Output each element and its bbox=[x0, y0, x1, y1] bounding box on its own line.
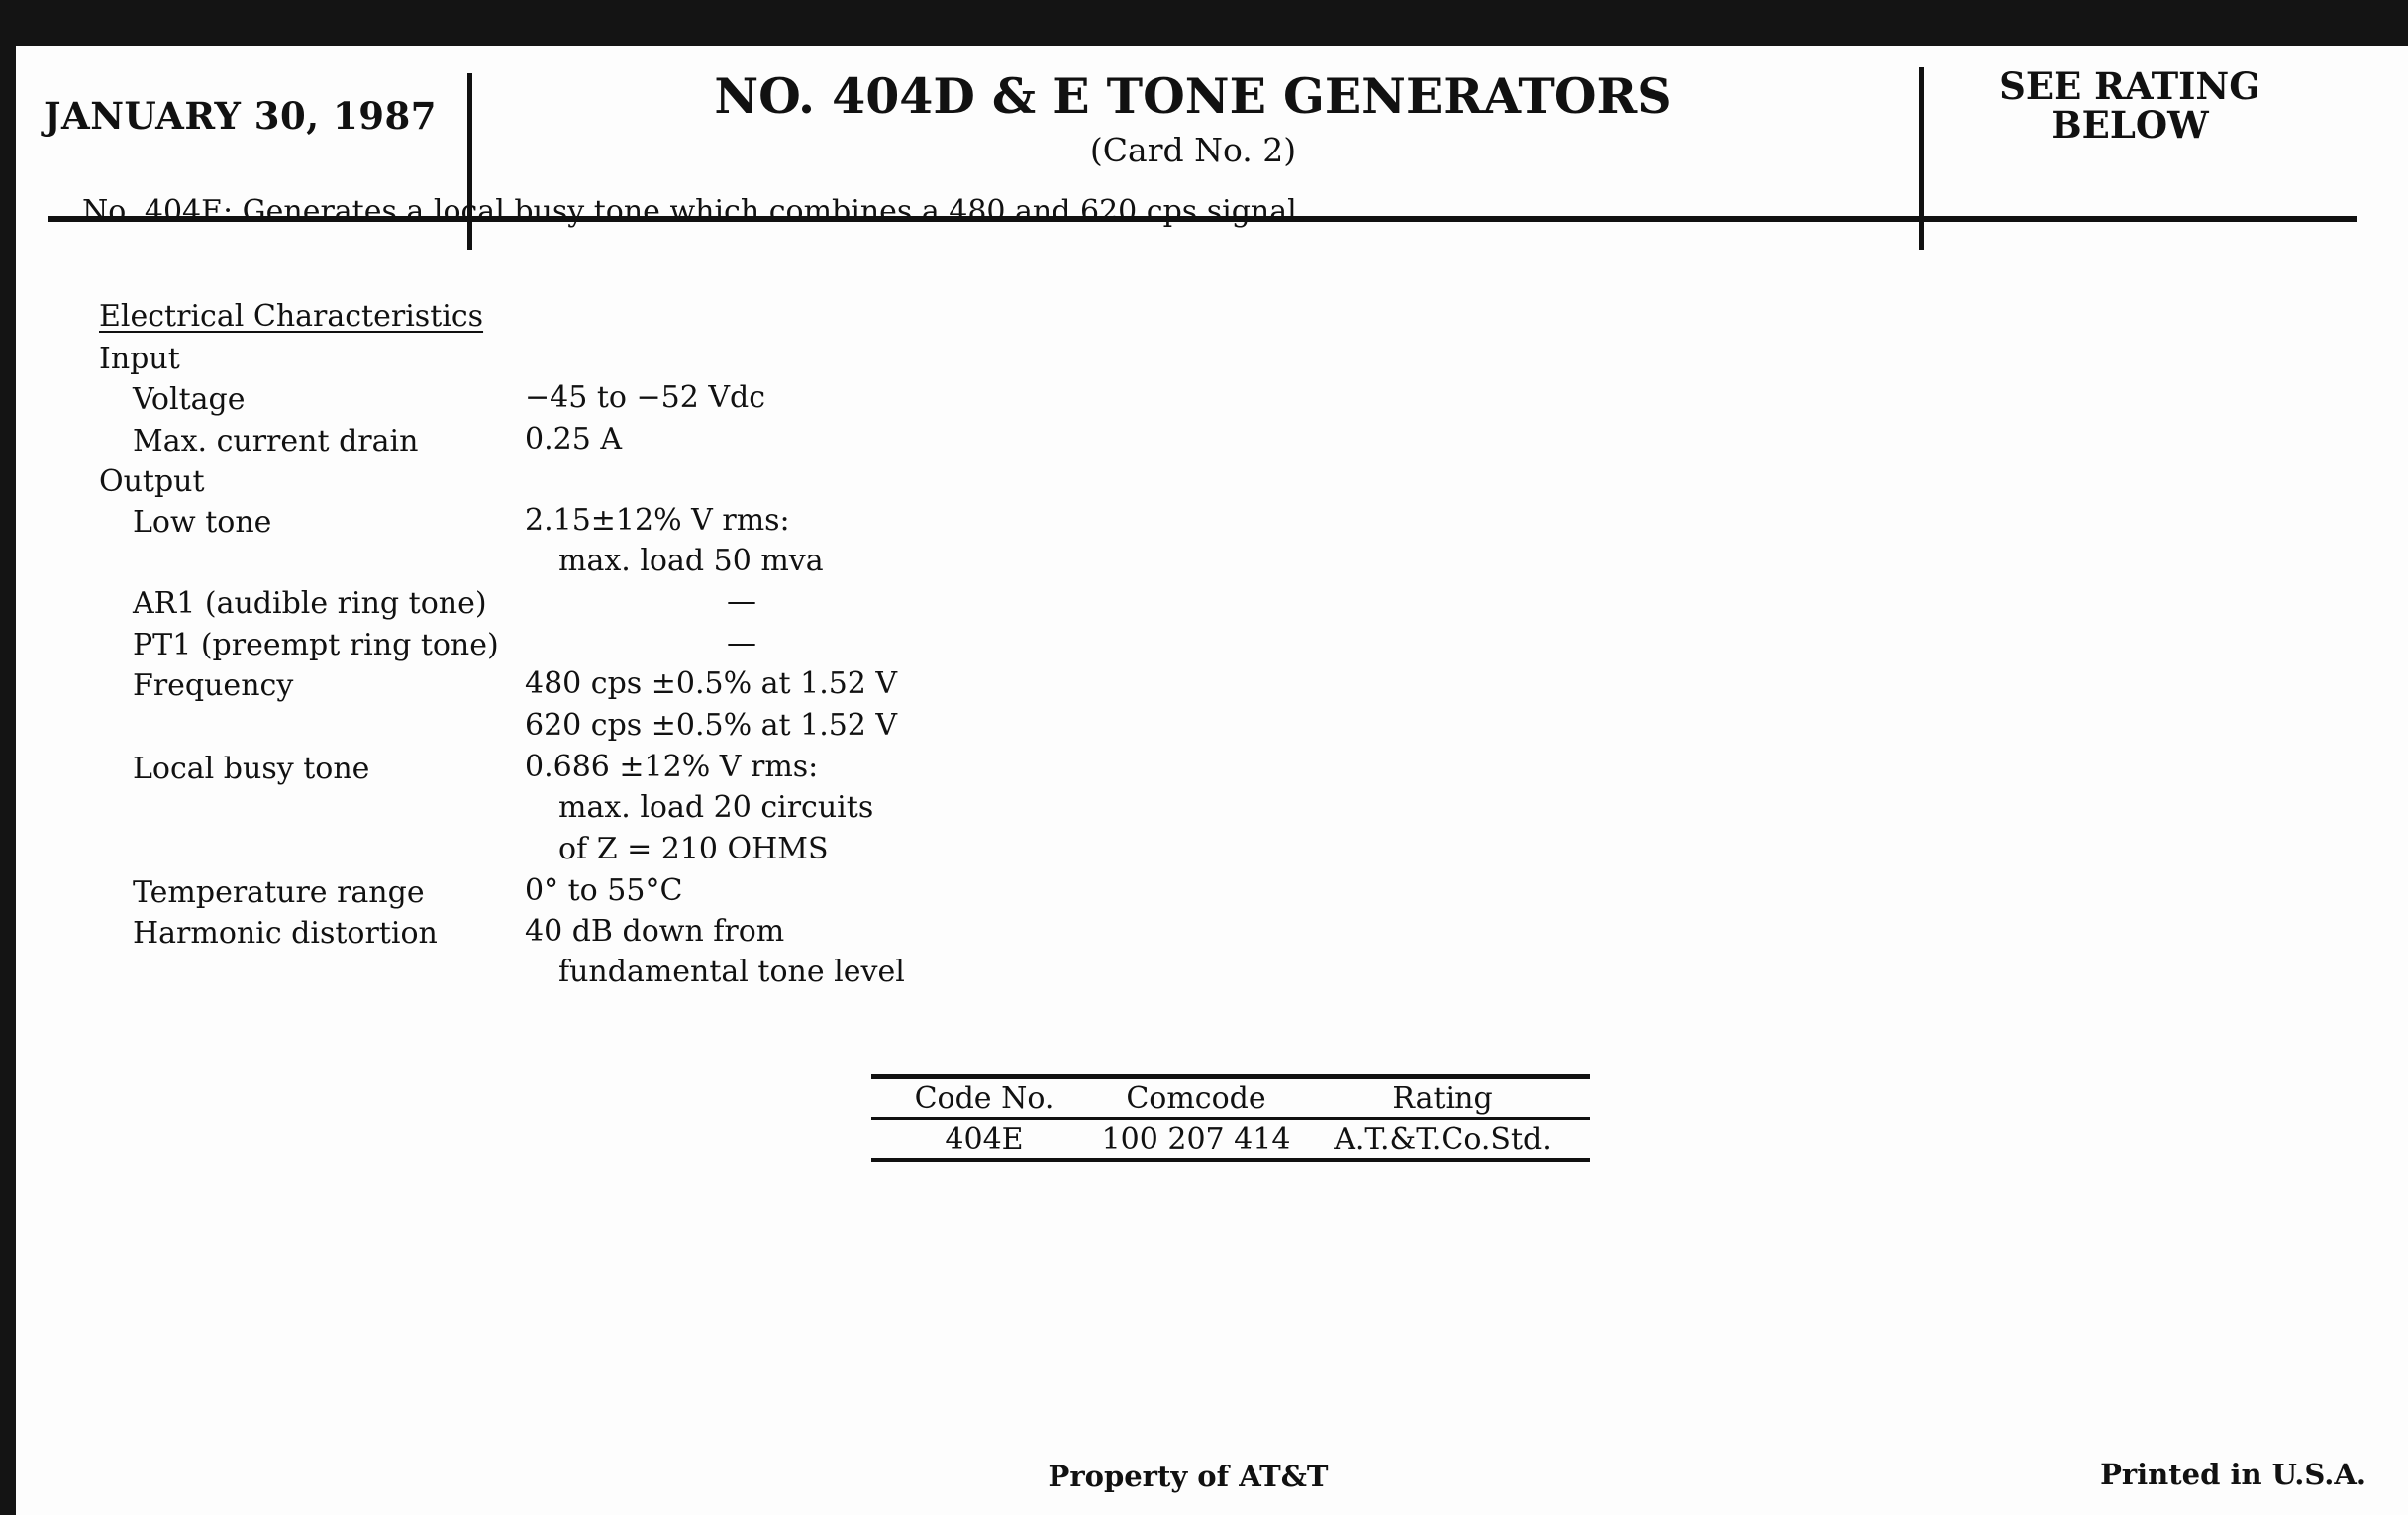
current-value: 0.25 A bbox=[525, 422, 622, 456]
frequency-value: 480 cps ±0.5% at 1.52 V bbox=[525, 666, 898, 701]
col-header-rating: Rating bbox=[1392, 1080, 1493, 1116]
low-tone-label: Low tone bbox=[133, 505, 272, 540]
harmonic-label: Harmonic distortion bbox=[133, 916, 438, 951]
rating-line-1: SEE RATING bbox=[1999, 64, 2260, 108]
temperature-value: 0° to 55°C bbox=[525, 873, 683, 908]
voltage-value: −45 to −52 Vdc bbox=[525, 380, 766, 415]
spec-card bbox=[16, 46, 2408, 1515]
page-title: NO. 404D & E TONE GENERATORS bbox=[714, 67, 1672, 125]
header-rating-note bbox=[1927, 64, 2333, 147]
frequency-label: Frequency bbox=[133, 668, 294, 703]
frequency-value-cont: 620 cps ±0.5% at 1.52 V bbox=[525, 708, 898, 743]
busy-tone-value-cont2: of Z = 210 OHMS bbox=[558, 832, 829, 866]
rating-line-2: BELOW bbox=[2051, 103, 2209, 147]
output-label: Output bbox=[99, 464, 205, 499]
table-row bbox=[871, 1120, 1590, 1158]
low-tone-value: 2.15±12% V rms: bbox=[525, 503, 790, 538]
harmonic-value: 40 dB down from bbox=[525, 914, 785, 949]
col-header-code: Code No. bbox=[914, 1080, 1054, 1116]
current-label: Max. current drain bbox=[133, 424, 419, 458]
busy-tone-label: Local busy tone bbox=[133, 752, 370, 786]
intro-text: No. 404E: Generates a local busy tone which combines a 480 and 620 cps signal. bbox=[82, 194, 1307, 229]
pt1-value: — bbox=[727, 626, 756, 660]
ar1-label: AR1 (audible ring tone) bbox=[133, 586, 487, 621]
page-subtitle: (Card No. 2) bbox=[1089, 131, 1297, 169]
specs-heading: Electrical Characteristics bbox=[99, 299, 484, 334]
header-date: JANUARY 30, 1987 bbox=[44, 94, 438, 138]
pt1-label: PT1 (preempt ring tone) bbox=[133, 628, 499, 662]
cell-code: 404E bbox=[945, 1121, 1024, 1157]
code-table bbox=[871, 1074, 1590, 1162]
cell-rating: A.T.&T.Co.Std. bbox=[1334, 1121, 1552, 1157]
voltage-label: Voltage bbox=[133, 382, 246, 417]
harmonic-value-cont: fundamental tone level bbox=[558, 955, 905, 989]
cell-comcode: 100 207 414 bbox=[1101, 1121, 1291, 1157]
table-bottom-rule bbox=[871, 1158, 1590, 1162]
temperature-label: Temperature range bbox=[133, 875, 425, 910]
ar1-value: — bbox=[727, 584, 756, 619]
footer-property: Property of AT&T bbox=[1048, 1460, 1329, 1493]
low-tone-value-cont: max. load 50 mva bbox=[558, 544, 824, 578]
col-header-comcode: Comcode bbox=[1126, 1080, 1266, 1116]
table-header-row bbox=[871, 1079, 1590, 1117]
busy-tone-value: 0.686 ±12% V rms: bbox=[525, 750, 819, 784]
input-label: Input bbox=[99, 342, 180, 376]
footer-printed: Printed in U.S.A. bbox=[2100, 1458, 2366, 1491]
busy-tone-value-cont: max. load 20 circuits bbox=[558, 790, 874, 825]
